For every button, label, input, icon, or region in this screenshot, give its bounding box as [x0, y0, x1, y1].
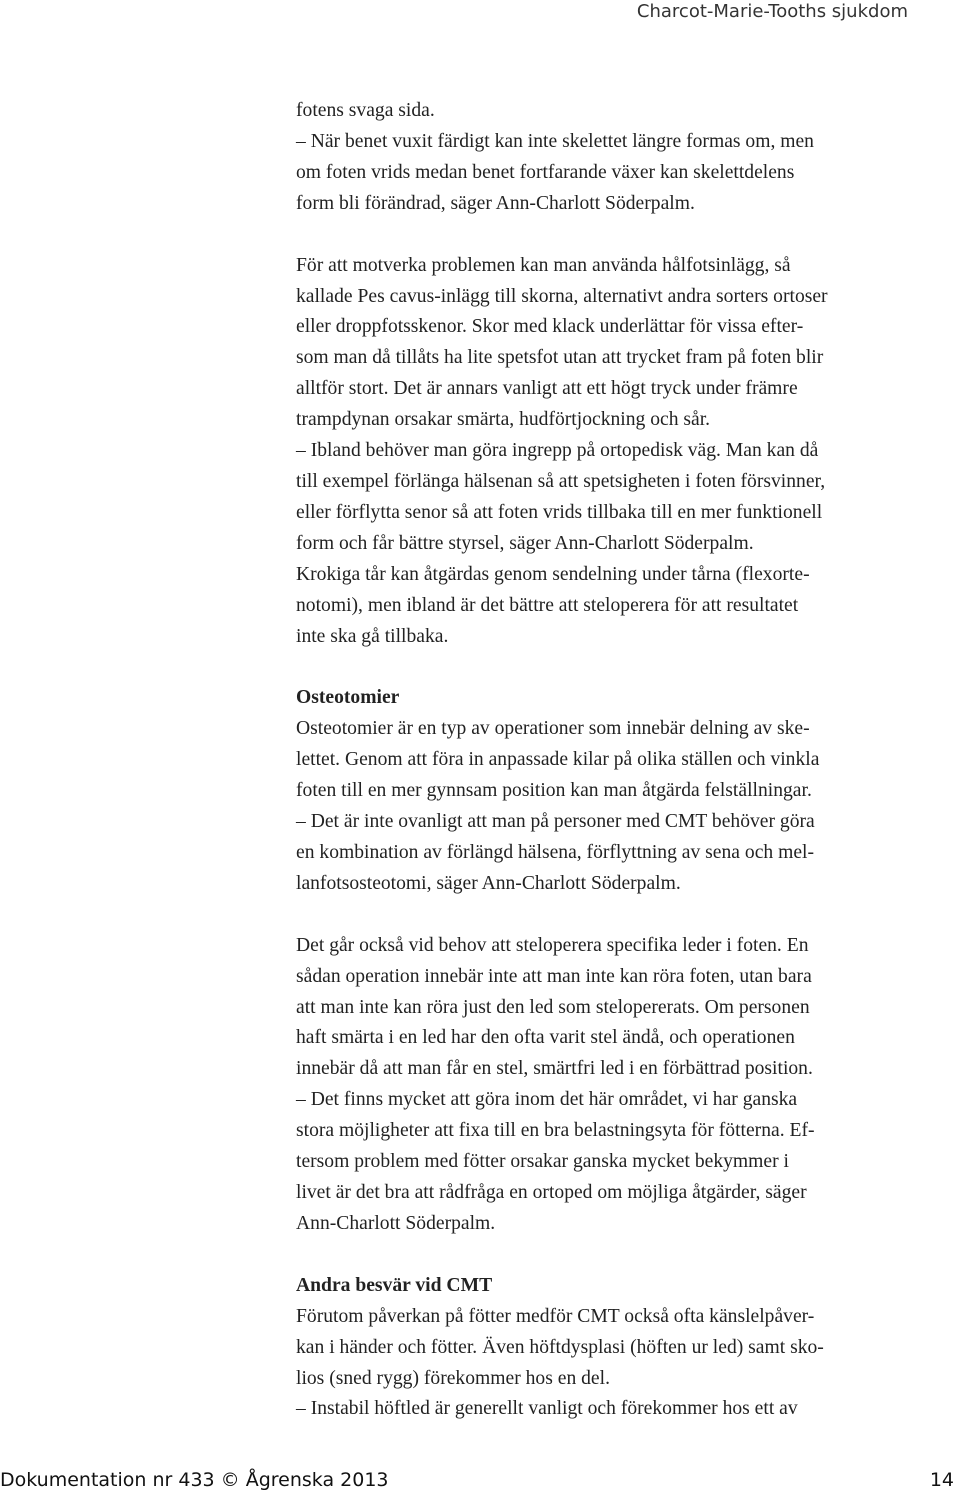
- text-line: kallade Pes cavus-inlägg till skorna, alternativt andra sorters ortoser: [296, 285, 828, 307]
- text-line: att man inte kan röra just den led som stelopererats. Om personen: [296, 996, 810, 1018]
- text-line: Krokiga tår kan åtgärdas genom sendelning under tårna (flexorte-: [296, 563, 810, 585]
- text-line: Osteotomier är en typ av operationer som innebär delning av ske-: [296, 718, 810, 740]
- text-line: – När benet vuxit färdigt kan inte skelettet längre formas om, men: [296, 130, 814, 152]
- running-title: Charcot-Marie-Tooths sjukdom: [636, 1, 908, 22]
- text-line: stora möjligheter att fixa till en bra belastningsyta för fötterna. Ef-: [296, 1120, 815, 1142]
- paragraph-gap: [296, 900, 936, 931]
- text-line: sådan operation innebär inte att man inte kan röra foten, utan bara: [296, 965, 812, 987]
- paragraph-1: [296, 96, 936, 220]
- text-line: en kombination av förlängd hälsena, förflyttning av sena och mel-: [296, 841, 814, 863]
- text-line: livet är det bra att rådfråga en ortoped om möjliga åtgärder, säger: [296, 1182, 807, 1203]
- text-line: alltför stort. Det är annars vanligt att ett högt tryck under främre: [296, 378, 798, 400]
- text-line: innebär då att man får en stel, smärtfri led i en förbättrad position.: [296, 1058, 813, 1080]
- text-line: eller förflytta senor så att foten vrids tillbaka till en mer funktionell: [296, 501, 823, 523]
- text-line: fotens svaga sida.: [296, 100, 435, 121]
- text-line: om foten vrids medan benet fortfarande växer kan skelettdelens: [296, 161, 795, 183]
- text-line: – Det är inte ovanligt att man på personer med CMT behöver göra: [296, 811, 815, 833]
- footer-publication: Dokumentation nr 433 © Ågrenska 2013: [0, 1469, 389, 1491]
- paragraph-gap: [296, 1240, 936, 1271]
- text-line: – Det finns mycket att göra inom det här området, vi har ganska: [296, 1089, 798, 1111]
- text-line: Ann-Charlott Söderpalm.: [296, 1212, 496, 1234]
- article-body: [296, 96, 936, 1425]
- section-heading-osteotomier: Osteotomier: [296, 687, 400, 709]
- page-number: 14: [929, 1469, 954, 1491]
- text-line: till exempel förlänga hälsenan så att spetsigheten i foten försvinner,: [296, 470, 826, 492]
- paragraph-4: [296, 931, 936, 1240]
- text-line: form bli förändrad, säger Ann-Charlott Söderpalm.: [296, 192, 695, 214]
- paragraph-gap: [296, 652, 936, 683]
- text-line: inte ska gå tillbaka.: [296, 625, 449, 647]
- text-line: notomi), men ibland är det bättre att steloperera för att resultatet: [296, 594, 799, 616]
- paragraph-3: [296, 714, 936, 899]
- text-line: lettet. Genom att föra in anpassade kilar på olika ställen och vinkla: [296, 749, 820, 771]
- text-line: trampdynan orsakar smärta, hudförtjockning och sår.: [296, 409, 711, 431]
- text-line: kan i händer och fötter. Även höftdysplasi (höften ur led) samt sko-: [296, 1336, 824, 1358]
- paragraph-gap: [296, 220, 936, 251]
- text-line: haft smärta i en led har den ofta varit stel ändå, och operationen: [296, 1027, 795, 1049]
- text-line: lanfotsosteotomi, säger Ann-Charlott Söderpalm.: [296, 872, 681, 894]
- text-line: tersom problem med fötter orsakar ganska mycket bekymmer i: [296, 1151, 789, 1173]
- section-heading-andra-besvar: Andra besvär vid CMT: [296, 1274, 493, 1296]
- text-line: Förutom påverkan på fötter medför CMT också ofta känslelpåver-: [296, 1305, 815, 1327]
- text-line: – Ibland behöver man göra ingrepp på ortopedisk väg. Man kan då: [296, 440, 819, 462]
- text-line: foten till en mer gynnsam position kan man åtgärda felställningar.: [296, 780, 812, 802]
- text-line: Det går också vid behov att steloperera specifika leder i foten. En: [296, 934, 809, 956]
- text-line: – Instabil höftled är generellt vanligt och förekommer hos ett av: [296, 1398, 798, 1420]
- text-line: För att motverka problemen kan man använda hålfotsinlägg, så: [296, 254, 791, 276]
- paragraph-5: [296, 1302, 936, 1426]
- text-line: eller droppfotsskenor. Skor med klack underlättar för vissa efter-: [296, 316, 804, 338]
- text-line: som man då tillåts ha lite spetsfot utan att trycket fram på foten blir: [296, 347, 824, 369]
- text-line: form och får bättre styrsel, säger Ann-Charlott Söderpalm.: [296, 532, 754, 554]
- text-line: lios (sned rygg) förekommer hos en del.: [296, 1367, 610, 1389]
- paragraph-2: [296, 251, 936, 653]
